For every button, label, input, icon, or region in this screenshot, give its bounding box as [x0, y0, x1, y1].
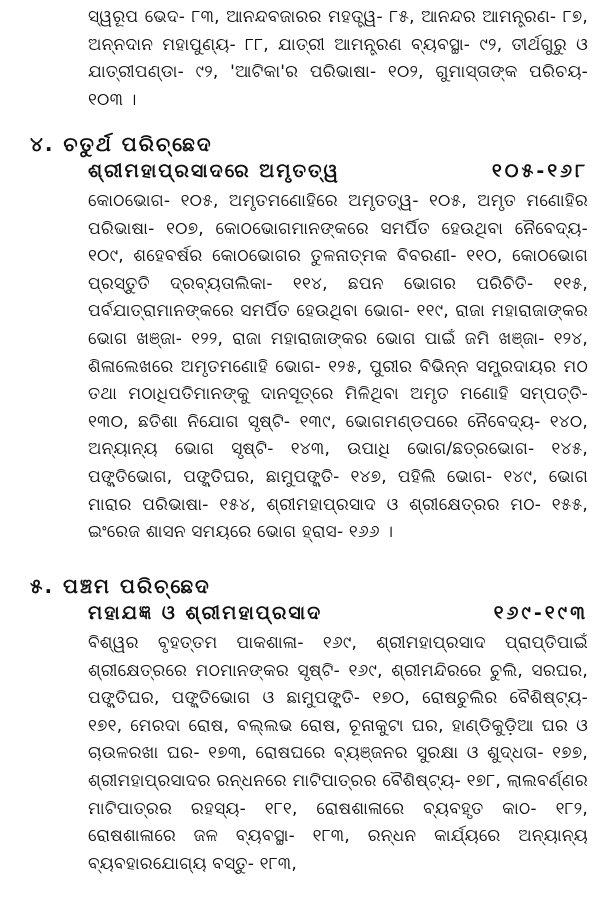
continued-contents-paragraph: ସ୍ୱରୂପ ଭେଦ- ୮୩, ଆନନ୍ଦବଜାରର ମହତ୍ତ୍ୱ- ୮୫, ଆନନ୍ଦର ଆମନ୍ତ୍ରଣ- ୮୭, ଅନ୍ନଦାନ ମହାପୁଣ୍ୟ- ୮୮, ଯାତ୍ରୀ ଆମନ୍ତ୍ରଣ ବ୍ୟବସ୍ଥା- ୯୨, ତୀର୍ଥଗୁରୁ ଓ ଯାତ୍ରୀପଣ୍ଡା- ୯୨, 'ଆଟିକା'ର ପରିଭାଷା- ୧୦୨, ଗୁମାସ୍ତାଙ୍କ ପରିଚୟ- ୧୦୩ । — [88, 7, 588, 110]
chapter-5-page-range: ୧୬୯-୧୯୩ — [493, 602, 588, 624]
chapter-4-page-range: ୧୦୫-୧୬୮ — [491, 160, 588, 182]
chapter-4-section-title: ଶ୍ରୀମହାପ୍ରସାଦରେ ଅମୃତତ୍ୱ — [88, 160, 340, 182]
chapter-4-section-row — [88, 160, 588, 182]
chapter-4-contents-paragraph: କୋଠଭୋଗ- ୧୦୫, ଅମୃତମଣୋହିରେ ଅମୃତତ୍ୱ- ୧୦୫, ଅମୃତ ମଣୋହିର ପରିଭାଷା- ୧୦୭, କୋଠଭୋଗମାନଙ୍କରେ ସମର୍ପିତ ହେଉଥିବା ନୈବେଦ୍ୟ- ୧୦୯, ଶହେବର୍ଷର କୋଠଭୋଗର ତୁଳନାତ୍ମକ ବିବରଣୀ- ୧୧୦, କୋଠଭୋଗ ପ୍ରସ୍ତୁତି ଦ୍ରବ୍ୟତାଲିକା- ୧୧୪, ଛପନ ଭୋଗର ପରିଚିତି- ୧୧୫, ପର୍ବଯାତ୍ରାମାନଙ୍କରେ ସମର୍ପିତ ହେଉଥିବା ଭୋଗ- ୧୧୯, ରାଜା ମହାରାଜାଙ୍କର ଭୋଗ ଖଞ୍ଜା- ୧୨୨, ରାଜା ମହାରାଜାଙ୍କର ଭୋଗ ପାଇଁ ଜମି ଖଞ୍ଜା- ୧୨୪, ଶିଳାଲେଖରେ ଅମୃତମଣୋହି ଭୋଗ- ୧୨୫, ପୁରୀର ବିଭିନ୍ନ ସମ୍ପ୍ରଦାୟର ମଠ ତଥା ମଠାଧିପତିମାନଙ୍କୁ ଦାନସୂତ୍ରେ ମିଳିଥିବା ଅମୃତ ମଣୋହି ସମ୍ପତ୍ତି- ୧୩୦, ଛତିଶା ନିଯୋଗ ସୃଷ୍ଟି- ୧୩୯, ଭୋଗମଣ୍ଡପରେ ନୈବେଦ୍ୟ- ୧୪୦, ଅନ୍ୟାନ୍ୟ ଭୋଗ ସୃଷ୍ଟି- ୧୪୩, ଉପାଧି ଭୋଗ/ଛତ୍ରଭୋଗ- ୧୪୫, ପଙ୍କ୍ତିଭୋଗ, ପଙ୍କ୍ତିଘର, ଛାମୁପଙ୍କ୍ତି- ୧୪୭, ପହିଲି ଭୋଗ- ୧୪୯, ଭୋଗ ମାରାର ପରିଭାଷା- ୧୫୪, ଶ୍ରୀମହାପ୍ରସାଦ ଓ ଶ୍ରୀକ୍ଷେତ୍ରର ମଠ- ୧୫୫, ଇଂରେଜ ଶାସନ ସମୟରେ ଭୋଗ ହ୍ରାସ- ୧୬୬ । — [88, 191, 588, 543]
chapter-5-heading: ୫. ପଞ୍ଚମ ପରିଚ୍ଛେଦ — [30, 574, 211, 598]
chapter-5-section-title: ମହାଯଜ୍ଞ ଓ ଶ୍ରୀମହାପ୍ରସାଦ — [88, 602, 323, 624]
chapter-4-heading: ୪. ଚତୁର୍ଥ ପରିଚ୍ଛେଦ — [30, 132, 213, 156]
chapter-5-section-row — [88, 602, 588, 624]
chapter-5-contents-paragraph: ବିଶ୍ୱର ବୃହତ୍ତମ ପାକଶାଳା- ୧୬୯, ଶ୍ରୀମହାପ୍ରସାଦ ପ୍ରାପ୍ତିପାଇଁ ଶ୍ରୀକ୍ଷେତ୍ରରେ ମଠମାନଙ୍କର ସୃଷ୍ଟି- ୧୬୯, ଶ୍ରୀମନ୍ଦିରରେ ଚୁଲି, ସରଘର, ପଙ୍କ୍ତିଘର, ପଙ୍କ୍ତିଭୋଗ ଓ ଛାମୁପଙ୍କ୍ତି- ୧୭୦, ରୋଷଚୁଲିର ବୈଶିଷ୍ଟ୍ୟ- ୧୭୧, ମେରଦା ରୋଷ, ବଲ୍ଲଭ ରୋଷ, ଚୂନାକୁଟା ଘର, ହାଣ୍ଡିକୁଡ଼ିଆ ଘର ଓ ଚାଉଳରଖା ଘର- ୧୭୩, ରୋଷଘରେ ବ୍ୟଞ୍ଜନର ସୁରକ୍ଷା ଓ ଶୁଦ୍ଧତା- ୧୭୭, ଶ୍ରୀମହାପ୍ରସାଦର ରନ୍ଧନରେ ମାଟିପାତ୍ରର ବୈଶିଷ୍ଟ୍ୟ- ୧୭୮, ଲାଲବର୍ଣ୍ଣର ମାଟିପାତ୍ରର ରହସ୍ୟ- ୧୮୧, ରୋଷଶାଳାରେ ବ୍ୟବହୃତ କାଠ- ୧୮୨, ରୋଷଶାଳାରେ ଜଳ ବ୍ୟବସ୍ଥା- ୧୮୩, ରନ୍ଧନ କାର୍ଯ୍ୟରେ ଅନ୍ୟାନ୍ୟ ବ୍ୟବହାରଯୋଗ୍ୟ ବସ୍ତୁ- ୧୮୩, — [88, 633, 588, 874]
